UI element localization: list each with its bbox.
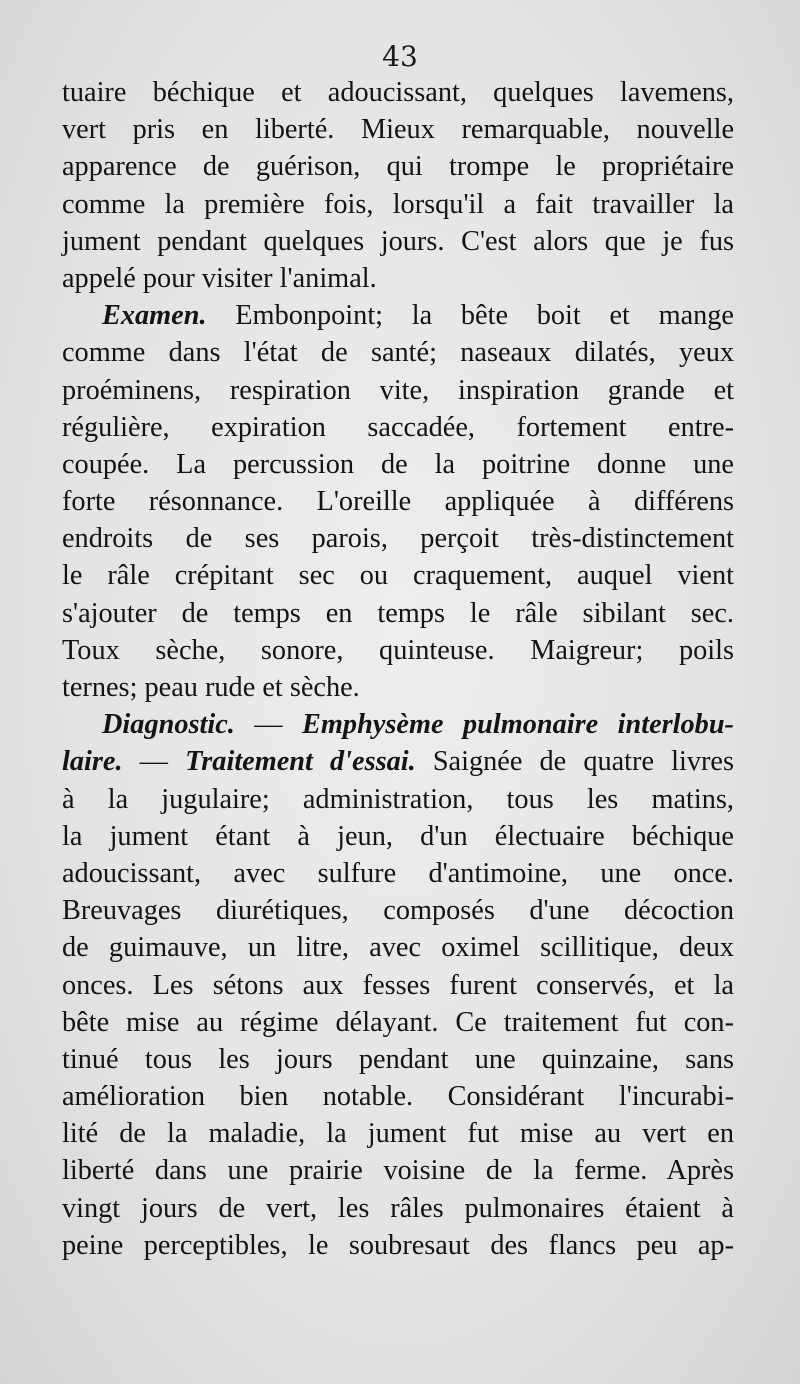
text-line: le râle crépitant sec ou craquement, auquel vient [62,560,734,592]
diagnostic-label: Diagnostic. [102,709,235,741]
text-line: endroits de ses parois, perçoit très-distinctement [62,523,734,555]
text-line: tuaire béchique et adoucissant, quelques lavemens, [62,77,734,108]
traitement-text: Saignée de quatre livres [415,746,734,778]
text-line: coupée. La percussion de la poitrine donne une [62,448,734,480]
diagnostic-value: Emphysème pulmonaire interlobu- [302,709,734,741]
text-line: apparence de guérison, qui trompe le propriétaire [62,151,734,183]
text-line: bête mise au régime délayant. Ce traitement fut con- [62,1006,734,1038]
text-line: jument pendant quelques jours. C'est alors que je fus [62,225,734,257]
page-number: 43 [382,40,418,73]
text-line: vert pris en liberté. Mieux remarquable, nouvelle [62,114,734,146]
diagnostic-heading [62,706,734,743]
traitement-heading [62,743,734,780]
text-line: lité de la maladie, la jument fut mise au vert en [62,1118,734,1150]
text-line: liberté dans une prairie voisine de la ferme. Après [62,1155,734,1187]
traitement-label: Traitement d'essai. [185,746,416,778]
diagnostic-separator: — [234,709,303,741]
text-line: appelé pour visiter l'animal. [62,262,377,294]
examen-text: Embonpoint; la bête boit et mange [206,300,734,332]
body-text [62,74,734,1264]
text-line: Breuvages diurétiques, composés d'une décoction [62,895,734,927]
text-line: vingt jours de vert, les râles pulmonaires étaient à [62,1192,734,1224]
text-line: s'ajouter de temps en temps le râle sibilant sec. [62,597,734,629]
text-line: Toux sèche, sonore, quinteuse. Maigreur; poils [62,634,734,666]
text-line: de guimauve, un litre, avec oximel scillitique, deux [62,932,734,964]
text-line: à la jugulaire; administration, tous les matins, [62,783,734,815]
text-line: peine perceptibles, le soubresaut des flancs peu ap- [62,1229,734,1261]
diagnostic-separator: — [122,746,186,778]
examen-paragraph-start [62,297,734,334]
text-line: onces. Les sétons aux fesses furent conservés, et la [62,969,734,1001]
text-line: comme la première fois, lorsqu'il a fait travailler la [62,188,734,220]
text-line: ternes; peau rude et sèche. [62,672,360,703]
text-line: adoucissant, avec sulfure d'antimoine, une once. [62,857,734,889]
text-line: amélioration bien notable. Considérant l'incurabi- [62,1081,734,1113]
text-line: régulière, expiration saccadée, fortement entre- [62,411,734,443]
text-line: comme dans l'état de santé; naseaux dilatés, yeux [62,337,734,369]
text-line: tinué tous les jours pendant une quinzaine, sans [62,1043,734,1075]
text-line: forte résonnance. L'oreille appliquée à différens [62,486,734,518]
text-line: la jument étant à jeun, d'un électuaire béchique [62,820,734,852]
examen-label: Examen. [102,300,207,332]
text-line: proéminens, respiration vite, inspiration grande et [62,374,734,406]
diagnostic-value-end: laire. [62,746,123,778]
